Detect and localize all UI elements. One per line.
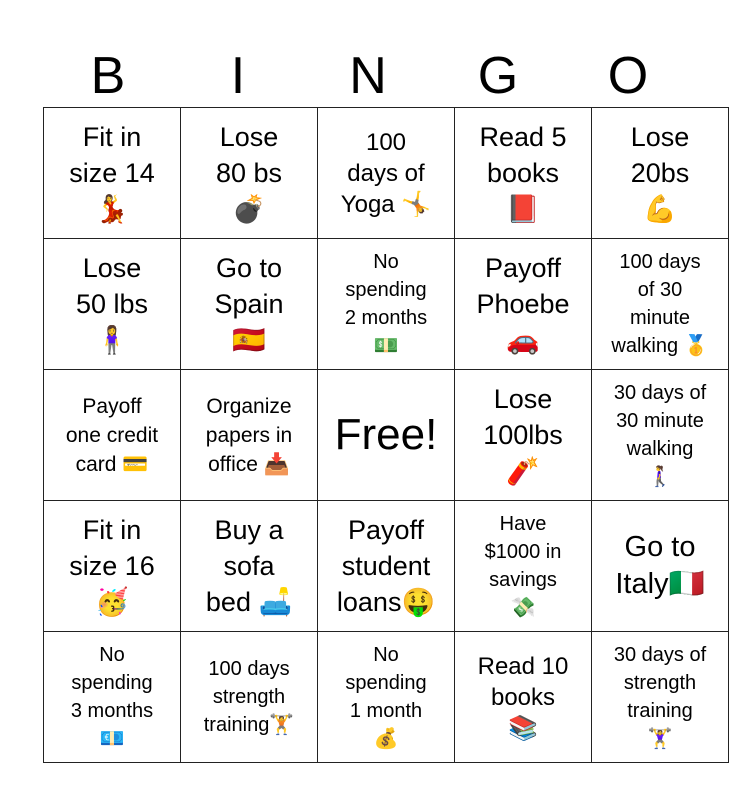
cell-text: Lose 80 bs 💣 — [215, 122, 283, 224]
bingo-row — [44, 632, 729, 763]
bingo-cell[interactable] — [455, 239, 592, 370]
cell-text: No spending 1 month 💰 — [345, 644, 427, 750]
bingo-cell[interactable] — [44, 108, 181, 239]
cell-text: 100 days of 30 minute walking 🥇 — [611, 251, 709, 357]
cell-text: 100 days of Yoga 🤸 — [340, 128, 432, 218]
bingo-cell[interactable] — [181, 501, 318, 632]
bingo-row — [44, 501, 729, 632]
cell-text: Fit in size 14 💃 — [69, 122, 155, 224]
cell-text: Read 5 books 📕 — [479, 122, 567, 224]
bingo-row — [44, 239, 729, 370]
cell-text: Buy a sofa bed 🛋️ — [205, 515, 293, 617]
bingo-cell[interactable] — [181, 632, 318, 763]
bingo-cell[interactable] — [318, 239, 455, 370]
cell-text: Read 10 books 📚 — [477, 652, 569, 742]
bingo-cell[interactable] — [44, 239, 181, 370]
bingo-cell[interactable] — [44, 501, 181, 632]
free-space-cell[interactable] — [318, 370, 455, 501]
bingo-cell[interactable] — [181, 108, 318, 239]
bingo-cell[interactable] — [44, 632, 181, 763]
cell-text: No spending 3 months 💶 — [70, 644, 154, 750]
cell-text: Lose 50 lbs 🧍‍♀️ — [75, 253, 149, 355]
cell-text: 30 days of 30 minute walking 🚶‍♀️ — [613, 382, 707, 488]
cell-text: Have $1000 in savings 💸 — [484, 513, 562, 619]
bingo-cell[interactable] — [318, 108, 455, 239]
cell-text: Payoff one credit card 💳 — [65, 394, 159, 476]
bingo-cell[interactable] — [592, 108, 729, 239]
header-letter-n: N — [349, 47, 387, 105]
cell-text: Payoff Phoebe 🚗 — [476, 253, 570, 355]
cell-text: Lose 100lbs 🧨 — [483, 384, 563, 486]
bingo-header — [43, 44, 693, 108]
bingo-cell[interactable] — [592, 501, 729, 632]
cell-text: No spending 2 months 💵 — [344, 251, 428, 357]
bingo-cell[interactable] — [455, 501, 592, 632]
bingo-cell[interactable] — [181, 239, 318, 370]
cell-text: Organize papers in office 📥 — [205, 394, 293, 476]
bingo-cell[interactable] — [318, 501, 455, 632]
cell-text: Go to Italy🇮🇹 — [615, 531, 705, 600]
bingo-cell[interactable] — [455, 370, 592, 501]
bingo-cell[interactable] — [44, 370, 181, 501]
cell-text: Fit in size 16 🥳 — [69, 515, 155, 617]
header-letter-o: O — [607, 47, 649, 105]
header-letter-b: B — [90, 47, 126, 105]
bingo-cell[interactable] — [455, 632, 592, 763]
cell-text: 100 days strength training🏋️ — [203, 658, 295, 736]
cell-text: Go to Spain 🇪🇸 — [214, 253, 284, 355]
cell-text: Payoff student loans🤑 — [336, 515, 436, 617]
bingo-row — [44, 370, 729, 501]
bingo-cell[interactable] — [181, 370, 318, 501]
bingo-card — [43, 107, 729, 763]
free-space-label: Free! — [334, 410, 438, 459]
cell-text: Lose 20bs 💪 — [630, 122, 690, 224]
cell-text: 30 days of strength training 🏋️‍♀️ — [613, 644, 707, 750]
bingo-cell[interactable] — [318, 632, 455, 763]
bingo-cell[interactable] — [592, 370, 729, 501]
header-letter-g: G — [477, 47, 519, 105]
bingo-cell[interactable] — [592, 632, 729, 763]
header-letter-i: I — [230, 47, 246, 105]
bingo-cell[interactable] — [455, 108, 592, 239]
bingo-cell[interactable] — [592, 239, 729, 370]
bingo-row — [44, 108, 729, 239]
